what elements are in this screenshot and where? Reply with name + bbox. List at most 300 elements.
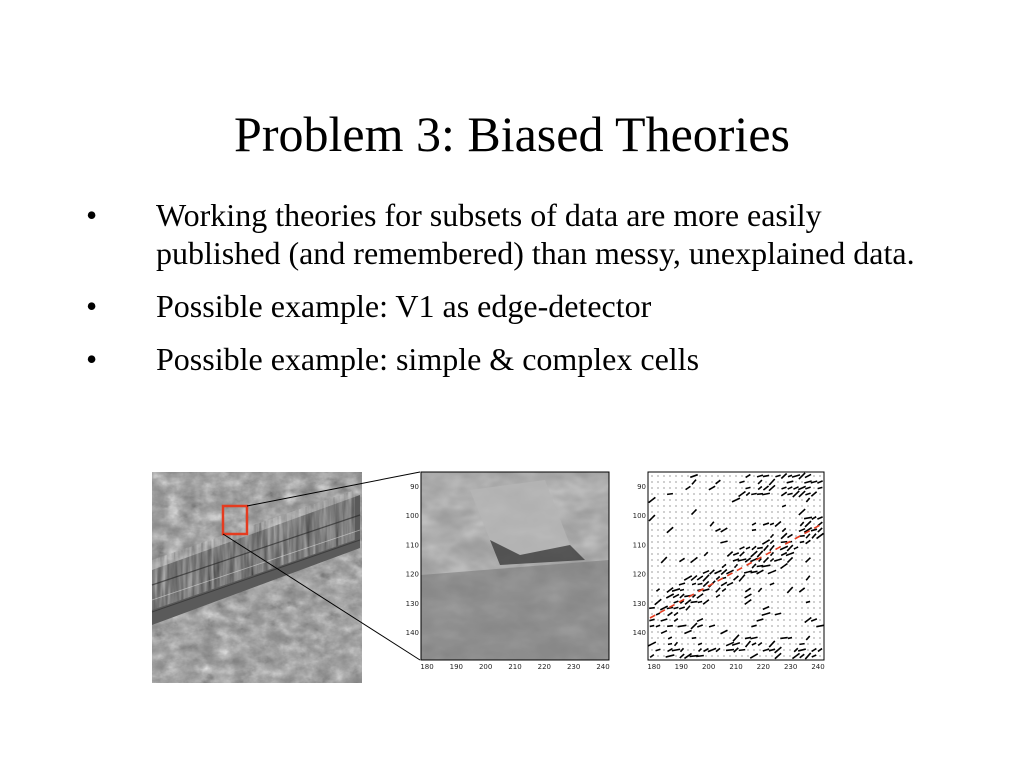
- orientation-dot: [694, 614, 695, 615]
- orientation-dot: [754, 488, 755, 489]
- orientation-dot: [814, 614, 815, 615]
- orientation-dot: [796, 614, 797, 615]
- orientation-dot: [790, 584, 791, 585]
- orientation-dot: [760, 584, 761, 585]
- orientation-dot: [682, 494, 683, 495]
- orientation-dot: [718, 494, 719, 495]
- orientation-dot: [718, 632, 719, 633]
- orientation-dot: [664, 554, 665, 555]
- orientation-glyph: [739, 650, 745, 651]
- orientation-dot: [670, 482, 671, 483]
- orientation-dot: [736, 596, 737, 597]
- orientation-dot: [760, 608, 761, 609]
- orientation-dot: [814, 584, 815, 585]
- orientation-dot: [676, 518, 677, 519]
- orientation-dot: [736, 542, 737, 543]
- orientation-glyph: [781, 542, 788, 543]
- orientation-dot: [742, 572, 743, 573]
- orientation-dot: [670, 632, 671, 633]
- orientation-dot: [670, 476, 671, 477]
- orientation-dot: [808, 644, 809, 645]
- orientation-dot: [676, 566, 677, 567]
- orientation-dot: [688, 542, 689, 543]
- orientation-dot: [796, 554, 797, 555]
- orientation-dot: [652, 536, 653, 537]
- orientation-dot: [772, 632, 773, 633]
- orientation-dot: [766, 512, 767, 513]
- orientation-dot: [784, 632, 785, 633]
- orientation-dot: [706, 596, 707, 597]
- orientation-dot: [694, 488, 695, 489]
- orientation-dot: [664, 572, 665, 573]
- orientation-dot: [748, 536, 749, 537]
- orientation-dot: [658, 584, 659, 585]
- orientation-dot: [736, 608, 737, 609]
- orientation-dot: [706, 566, 707, 567]
- orientation-dot: [742, 632, 743, 633]
- orientation-dot: [772, 626, 773, 627]
- orientation-dot: [760, 542, 761, 543]
- orientation-dot: [700, 572, 701, 573]
- orientation-dot: [700, 614, 701, 615]
- orientation-dot: [730, 548, 731, 549]
- orientation-dot: [682, 554, 683, 555]
- orientation-dot: [658, 548, 659, 549]
- orientation-dot: [790, 566, 791, 567]
- orientation-dot: [730, 500, 731, 501]
- orientation-dot: [706, 488, 707, 489]
- orientation-dot: [694, 566, 695, 567]
- orientation-dot: [760, 632, 761, 633]
- orientation-dot: [706, 536, 707, 537]
- orientation-dot: [724, 602, 725, 603]
- orientation-dot: [820, 542, 821, 543]
- orientation-dot: [658, 494, 659, 495]
- orientation-dot: [652, 530, 653, 531]
- orientation-glyph: [752, 530, 756, 531]
- y-tick-label: 100: [405, 512, 419, 521]
- orientation-dot: [670, 554, 671, 555]
- orientation-dot: [706, 608, 707, 609]
- orientation-dot: [658, 512, 659, 513]
- orientation-dot: [652, 512, 653, 513]
- orientation-dot: [766, 500, 767, 501]
- orientation-dot: [658, 488, 659, 489]
- orientation-dot: [784, 560, 785, 561]
- orientation-dot: [802, 608, 803, 609]
- orientation-glyph: [691, 602, 698, 603]
- orientation-dot: [784, 626, 785, 627]
- orientation-dot: [718, 554, 719, 555]
- orientation-dot: [688, 512, 689, 513]
- y-tick-label: 140: [405, 629, 419, 637]
- orientation-dot: [820, 566, 821, 567]
- y-tick-label: 100: [632, 512, 646, 521]
- orientation-dot: [820, 560, 821, 561]
- orientation-dot: [712, 542, 713, 543]
- orientation-dot: [676, 542, 677, 543]
- orientation-dot: [730, 488, 731, 489]
- orientation-dot: [712, 602, 713, 603]
- orientation-dot: [772, 614, 773, 615]
- x-tick-label: 190: [674, 663, 689, 671]
- orientation-dot: [688, 476, 689, 477]
- orientation-dot: [724, 626, 725, 627]
- orientation-dot: [760, 614, 761, 615]
- orientation-dot: [730, 638, 731, 639]
- orientation-dot: [676, 560, 677, 561]
- orientation-dot: [652, 524, 653, 525]
- orientation-dot: [742, 536, 743, 537]
- orientation-dot: [694, 506, 695, 507]
- orientation-dot: [820, 506, 821, 507]
- orientation-dot: [772, 476, 773, 477]
- orientation-dot: [784, 644, 785, 645]
- orientation-dot: [694, 554, 695, 555]
- orientation-glyph: [799, 644, 804, 645]
- orientation-dot: [658, 608, 659, 609]
- orientation-dot: [718, 542, 719, 543]
- orientation-dot: [682, 476, 683, 477]
- orientation-dot: [796, 602, 797, 603]
- orientation-dot: [694, 650, 695, 651]
- orientation-dot: [802, 560, 803, 561]
- orientation-dot: [748, 482, 749, 483]
- orientation-dot: [820, 512, 821, 513]
- orientation-dot: [670, 566, 671, 567]
- orientation-dot: [712, 494, 713, 495]
- orientation-dot: [676, 638, 677, 639]
- orientation-dot: [778, 566, 779, 567]
- orientation-dot: [748, 632, 749, 633]
- orientation-dot: [814, 632, 815, 633]
- orientation-dot: [688, 566, 689, 567]
- orientation-dot: [748, 518, 749, 519]
- orientation-dot: [724, 548, 725, 549]
- orientation-dot: [724, 494, 725, 495]
- orientation-dot: [712, 632, 713, 633]
- orientation-dot: [778, 596, 779, 597]
- orientation-dot: [718, 602, 719, 603]
- orientation-dot: [760, 650, 761, 651]
- orientation-dot: [784, 656, 785, 657]
- orientation-glyph: [650, 626, 654, 627]
- orientation-dot: [658, 656, 659, 657]
- orientation-dot: [664, 488, 665, 489]
- orientation-dot: [790, 644, 791, 645]
- orientation-dot: [772, 530, 773, 531]
- orientation-dot: [778, 644, 779, 645]
- orientation-dot: [682, 578, 683, 579]
- orientation-dot: [712, 512, 713, 513]
- orientation-dot: [688, 494, 689, 495]
- orientation-dot: [700, 560, 701, 561]
- orientation-dot: [778, 632, 779, 633]
- orientation-dot: [706, 506, 707, 507]
- orientation-dot: [718, 536, 719, 537]
- orientation-dot: [784, 500, 785, 501]
- orientation-dot: [676, 572, 677, 573]
- orientation-dot: [814, 644, 815, 645]
- x-tick-label: 210: [508, 663, 522, 671]
- orientation-dot: [664, 656, 665, 657]
- orientation-dot: [676, 500, 677, 501]
- orientation-dot: [808, 584, 809, 585]
- orientation-glyph: [806, 601, 810, 602]
- orientation-dot: [670, 578, 671, 579]
- orientation-dot: [754, 512, 755, 513]
- orientation-dot: [688, 536, 689, 537]
- orientation-dot: [682, 506, 683, 507]
- orientation-glyph: [726, 650, 734, 651]
- orientation-dot: [718, 524, 719, 525]
- orientation-dot: [664, 530, 665, 531]
- orientation-dot: [652, 548, 653, 549]
- orientation-dot: [730, 614, 731, 615]
- orientation-dot: [790, 620, 791, 621]
- orientation-dot: [820, 614, 821, 615]
- orientation-dot: [718, 476, 719, 477]
- orientation-glyph: [692, 583, 696, 584]
- orientation-dot: [730, 590, 731, 591]
- y-tick-label: 140: [632, 629, 646, 637]
- orientation-dot: [796, 542, 797, 543]
- orientation-dot: [790, 530, 791, 531]
- orientation-dot: [748, 650, 749, 651]
- orientation-dot: [682, 620, 683, 621]
- orientation-dot: [688, 548, 689, 549]
- orientation-dot: [664, 536, 665, 537]
- orientation-dot: [664, 506, 665, 507]
- orientation-dot: [718, 614, 719, 615]
- orientation-dot: [658, 566, 659, 567]
- orientation-dot: [664, 566, 665, 567]
- orientation-dot: [706, 494, 707, 495]
- orientation-dot: [748, 614, 749, 615]
- orientation-glyph: [698, 602, 702, 603]
- orientation-dot: [658, 620, 659, 621]
- orientation-dot: [706, 476, 707, 477]
- orientation-glyph: [698, 583, 703, 584]
- orientation-dot: [670, 548, 671, 549]
- orientation-dot: [736, 656, 737, 657]
- orientation-dot: [742, 524, 743, 525]
- orientation-dot: [664, 626, 665, 627]
- orientation-dot: [814, 626, 815, 627]
- orientation-dot: [796, 524, 797, 525]
- orientation-dot: [676, 494, 677, 495]
- orientation-dot: [748, 530, 749, 531]
- orientation-dot: [760, 536, 761, 537]
- orientation-dot: [724, 524, 725, 525]
- orientation-dot: [652, 554, 653, 555]
- orientation-dot: [796, 572, 797, 573]
- orientation-dot: [784, 590, 785, 591]
- orientation-dot: [808, 596, 809, 597]
- orientation-dot: [652, 584, 653, 585]
- orientation-dot: [736, 494, 737, 495]
- orientation-dot: [790, 524, 791, 525]
- orientation-dot: [688, 518, 689, 519]
- orientation-dot: [682, 488, 683, 489]
- orientation-dot: [814, 554, 815, 555]
- orientation-dot: [814, 608, 815, 609]
- orientation-dot: [658, 524, 659, 525]
- orientation-dot: [688, 644, 689, 645]
- y-tick-label: 110: [632, 541, 646, 550]
- orientation-dot: [700, 482, 701, 483]
- orientation-dot: [742, 500, 743, 501]
- orientation-dot: [718, 626, 719, 627]
- orientation-dot: [754, 518, 755, 519]
- orientation-dot: [682, 566, 683, 567]
- orientation-dot: [736, 488, 737, 489]
- orientation-dot: [700, 548, 701, 549]
- orientation-dot: [814, 488, 815, 489]
- orientation-dot: [814, 572, 815, 573]
- orientation-dot: [754, 650, 755, 651]
- orientation-dot: [784, 602, 785, 603]
- orientation-dot: [652, 572, 653, 573]
- orientation-dot: [772, 500, 773, 501]
- orientation-dot: [736, 614, 737, 615]
- orientation-dot: [790, 632, 791, 633]
- orientation-dot: [772, 566, 773, 567]
- orientation-dot: [778, 578, 779, 579]
- orientation-dot: [688, 500, 689, 501]
- orientation-dot: [814, 596, 815, 597]
- orientation-dot: [796, 512, 797, 513]
- orientation-dot: [778, 512, 779, 513]
- orientation-dot: [754, 476, 755, 477]
- orientation-dot: [676, 530, 677, 531]
- orientation-dot: [796, 482, 797, 483]
- x-tick-label: 200: [701, 663, 716, 671]
- orientation-dot: [766, 602, 767, 603]
- orientation-dot: [778, 584, 779, 585]
- orientation-dot: [712, 560, 713, 561]
- orientation-dot: [712, 596, 713, 597]
- orientation-dot: [802, 500, 803, 501]
- orientation-dot: [766, 572, 767, 573]
- orientation-dot: [730, 578, 731, 579]
- orientation-dot: [700, 506, 701, 507]
- orientation-dot: [778, 494, 779, 495]
- orientation-dot: [712, 644, 713, 645]
- orientation-dot: [730, 560, 731, 561]
- orientation-dot: [754, 614, 755, 615]
- orientation-dot: [760, 638, 761, 639]
- orientation-dot: [802, 548, 803, 549]
- orientation-dot: [694, 644, 695, 645]
- orientation-dot: [742, 506, 743, 507]
- orientation-dot: [730, 476, 731, 477]
- orientation-dot: [760, 596, 761, 597]
- orientation-dot: [658, 500, 659, 501]
- orientation-dot: [658, 482, 659, 483]
- orientation-dot: [652, 590, 653, 591]
- orientation-dot: [688, 626, 689, 627]
- orientation-dot: [748, 584, 749, 585]
- orientation-dot: [682, 614, 683, 615]
- orientation-dot: [736, 518, 737, 519]
- orientation-dot: [790, 626, 791, 627]
- orientation-dot: [796, 620, 797, 621]
- orientation-dot: [742, 530, 743, 531]
- orientation-dot: [694, 524, 695, 525]
- orientation-dot: [694, 536, 695, 537]
- orientation-dot: [736, 476, 737, 477]
- orientation-dot: [766, 626, 767, 627]
- y-tick-label: 120: [632, 570, 646, 579]
- orientation-dot: [784, 650, 785, 651]
- orientation-dot: [820, 578, 821, 579]
- orientation-dot: [820, 644, 821, 645]
- orientation-dot: [712, 608, 713, 609]
- orientation-dot: [712, 518, 713, 519]
- orientation-dot: [778, 506, 779, 507]
- slide-title: Problem 3: Biased Theories: [234, 106, 790, 162]
- orientation-dot: [808, 614, 809, 615]
- orientation-dot: [688, 590, 689, 591]
- orientation-dot: [664, 494, 665, 495]
- orientation-dot: [670, 620, 671, 621]
- orientation-dot: [760, 506, 761, 507]
- orientation-dot: [754, 584, 755, 585]
- orientation-dot: [724, 488, 725, 489]
- orientation-dot: [664, 584, 665, 585]
- orientation-dot: [664, 596, 665, 597]
- orientation-dot: [778, 482, 779, 483]
- orientation-dot: [700, 476, 701, 477]
- orientation-dot: [718, 518, 719, 519]
- orientation-dot: [676, 536, 677, 537]
- orientation-dot: [724, 650, 725, 651]
- orientation-dot: [820, 632, 821, 633]
- orientation-dot: [712, 506, 713, 507]
- y-tick-label: 90: [410, 483, 419, 491]
- orientation-dot: [748, 566, 749, 567]
- orientation-dot: [796, 518, 797, 519]
- orientation-dot: [790, 500, 791, 501]
- orientation-dot: [724, 656, 725, 657]
- orientation-dot: [766, 530, 767, 531]
- orientation-dot: [730, 596, 731, 597]
- orientation-dot: [742, 602, 743, 603]
- orientation-dot: [772, 596, 773, 597]
- orientation-dot: [652, 482, 653, 483]
- orientation-dot: [820, 602, 821, 603]
- orientation-dot: [772, 506, 773, 507]
- orientation-dot: [664, 590, 665, 591]
- bullet-marker: •: [86, 288, 98, 324]
- orientation-dot: [736, 506, 737, 507]
- orientation-dot: [706, 512, 707, 513]
- orientation-dot: [790, 518, 791, 519]
- orientation-dot: [718, 512, 719, 513]
- orientation-dot: [730, 506, 731, 507]
- orientation-dot: [652, 650, 653, 651]
- orientation-dot: [778, 530, 779, 531]
- orientation-dot: [760, 626, 761, 627]
- orientation-dot: [676, 626, 677, 627]
- orientation-dot: [682, 638, 683, 639]
- orientation-dot: [814, 566, 815, 567]
- orientation-dot: [802, 506, 803, 507]
- orientation-dot: [652, 614, 653, 615]
- orientation-dot: [712, 476, 713, 477]
- x-tick-label: 230: [566, 663, 581, 671]
